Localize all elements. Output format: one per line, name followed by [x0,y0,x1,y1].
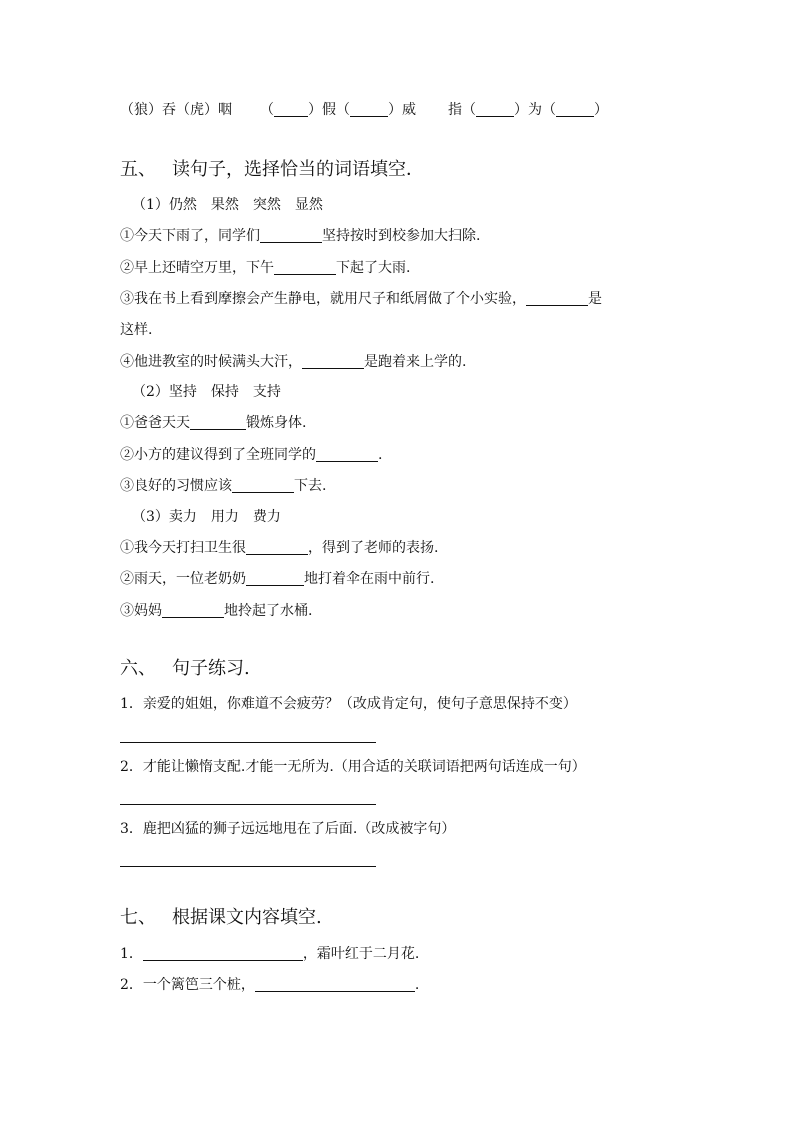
question-text: . [378,447,383,463]
question-text: 1． [120,946,143,962]
question-text: ①爸爸天天 [120,415,190,431]
section-number: 六、 [120,658,156,679]
answer-blank[interactable] [190,415,246,430]
answer-line[interactable] [120,804,376,805]
question-text: 2．一个篱笆三个桩， [120,977,255,993]
question-text: 是 [588,291,602,307]
answer-blank[interactable] [476,102,514,117]
section-heading [120,158,424,182]
question-text: ，霜叶红于二月花. [302,946,420,962]
question-text: ，得到了老师的表扬. [308,540,439,556]
question-text: 地拎起了水桶. [224,603,313,619]
idiom-text: ） [594,102,608,118]
word-choices: （3）卖力 用力 费力 [132,509,281,525]
section-title: 根据课文内容填空. [172,907,322,928]
exercise-question: 3．鹿把凶猛的狮子远远地甩在了后面.（改成被字句） [120,821,456,837]
answer-blank[interactable] [162,603,224,618]
exercise-question: 2．才能让懒惰支配.才能一无所为.（用合适的关联词语把两句话连成一句） [120,759,586,775]
question-line [120,289,602,309]
question-text: ③我在书上看到摩擦会产生静电，就用尺子和纸屑做了个小实验， [120,291,526,307]
answer-blank[interactable] [556,102,594,117]
answer-blank[interactable] [274,102,308,117]
answer-blank[interactable] [143,946,303,961]
question-line [120,445,382,465]
question-line [120,258,410,278]
question-text: 地打着伞在雨中前行. [304,571,435,587]
question-text: . [414,977,420,993]
question-line [120,538,438,558]
answer-blank[interactable] [255,977,415,992]
answer-blank[interactable] [316,447,378,462]
exercise-question: 1．亲爱的姐姐，你难道不会疲劳？（改成肯定句，使句子意思保持不变） [120,696,577,712]
question-line [120,476,326,496]
answer-blank[interactable] [260,228,322,243]
question-line-continued: 这样. [120,322,153,338]
word-choices: （1）仍然 果然 突然 显然 [132,197,323,213]
question-text: ①今天下雨了，同学们 [120,228,260,244]
question-text: 坚持按时到校参加大扫除. [322,228,481,244]
question-line [120,601,312,621]
question-text: ②早上还晴空万里，下午 [120,260,274,276]
question-text: 下起了大雨. [336,260,411,276]
answer-blank[interactable] [232,478,294,493]
question-line [120,569,434,589]
answer-blank[interactable] [246,571,304,586]
answer-blank[interactable] [526,291,588,306]
section-number: 七、 [120,907,156,928]
answer-line[interactable] [120,866,376,867]
idiom-text: 指（ [448,102,476,118]
answer-blank[interactable] [274,260,336,275]
answer-line[interactable] [120,742,376,743]
section-heading [120,657,250,681]
idiom-text: ）为（ [514,102,556,118]
question-line [120,352,466,372]
question-text: 下去. [294,478,327,494]
idiom-example: （狼）吞（虎）咽 [120,102,232,118]
section-title: 读句子，选择恰当的词语填空． [172,159,424,180]
fill-question [120,944,419,964]
idiom-text: ）威 [388,102,416,118]
section-title: 句子练习. [172,658,250,679]
question-text: ①我今天打扫卫生很 [120,540,246,556]
question-text: ③妈妈 [120,603,162,619]
question-text: ④他进教室的时候满头大汗， [120,354,302,370]
answer-blank[interactable] [350,102,388,117]
idiom-text: ）假（ [308,102,350,118]
question-text: ②小方的建议得到了全班同学的 [120,447,316,463]
answer-blank[interactable] [302,354,364,369]
idiom-text: （ [260,102,274,118]
question-text: ③良好的习惯应该 [120,478,232,494]
question-line [120,413,306,433]
word-choices: （2）坚持 保持 支持 [132,384,281,400]
section-heading [120,906,322,930]
question-text: ②雨天，一位老奶奶 [120,571,246,587]
section-number: 五、 [120,159,156,180]
answer-blank[interactable] [246,540,308,555]
question-text: 锻炼身体. [246,415,307,431]
question-line [120,226,480,246]
fill-question [120,975,419,995]
idiom-line [120,100,608,120]
question-text: 是跑着来上学的. [364,354,467,370]
